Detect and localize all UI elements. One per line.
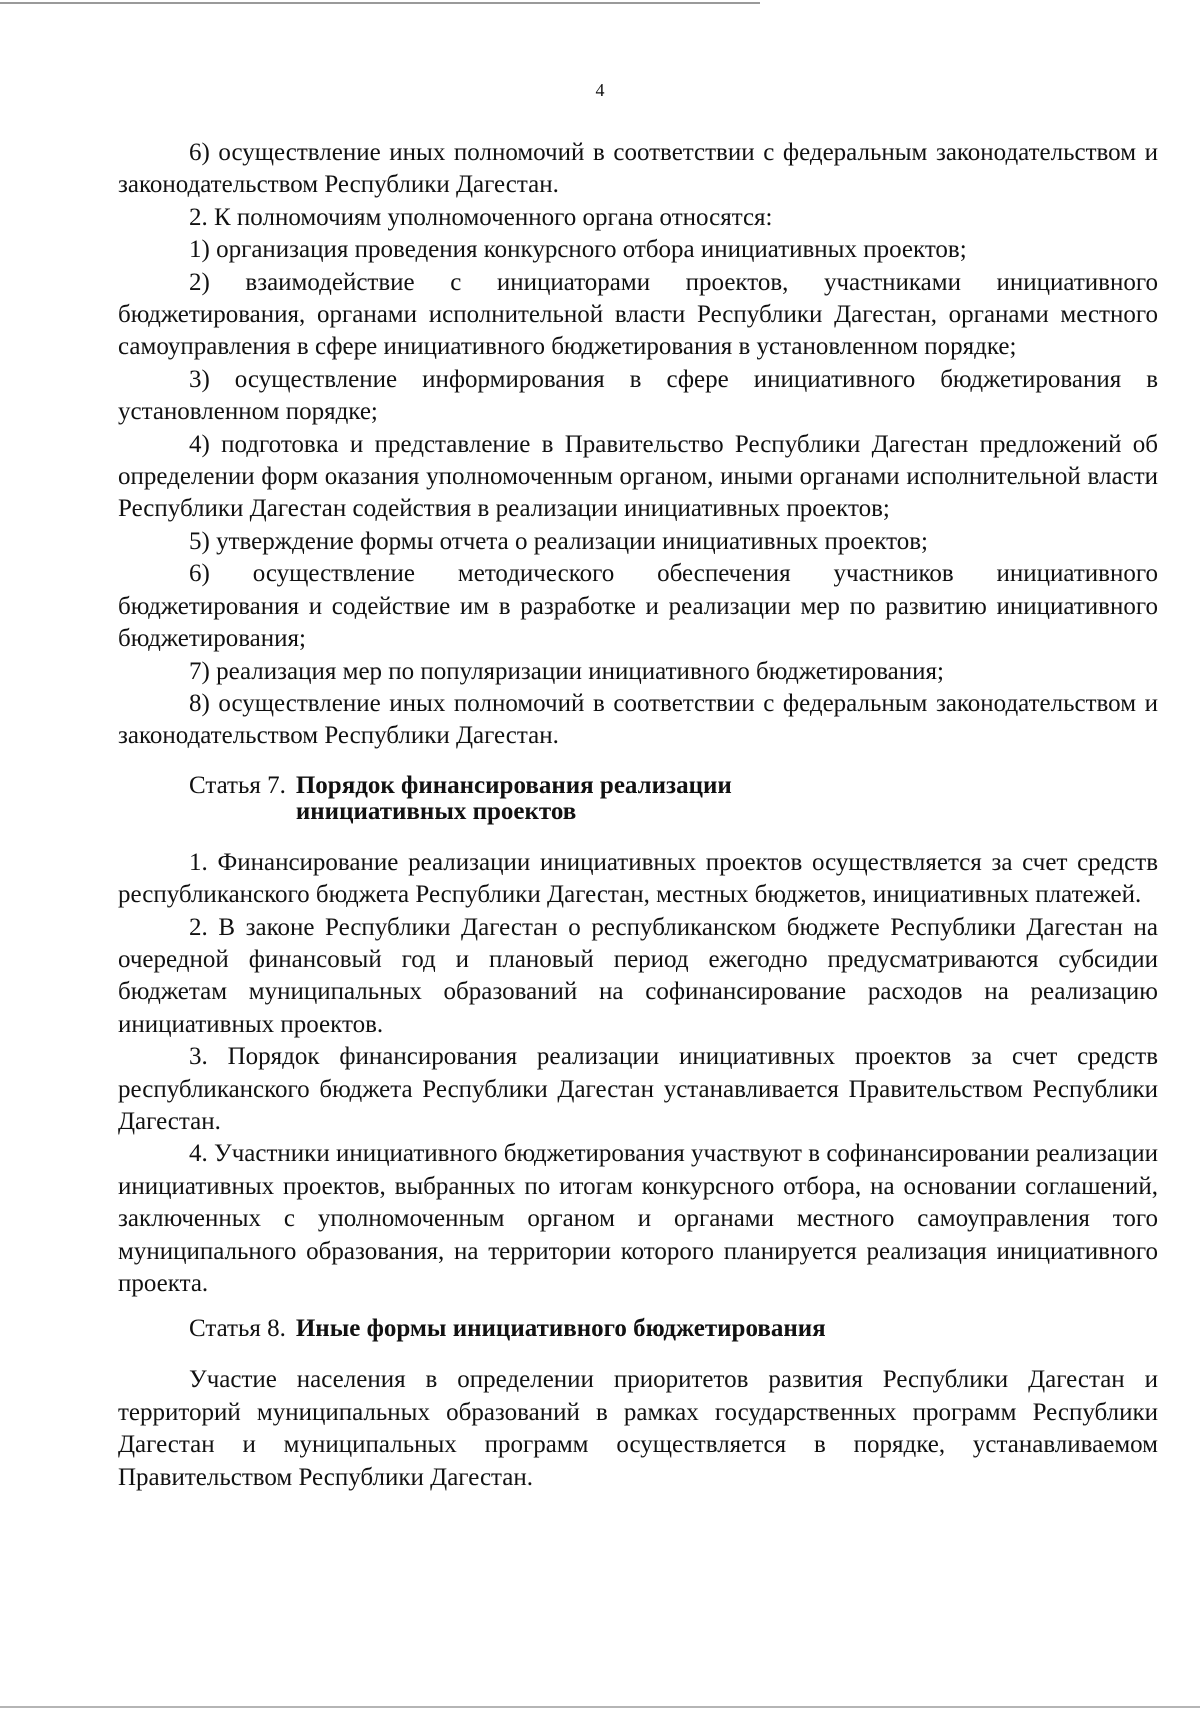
article-7-title: Порядок финансирования реализации инициативных проектов (295, 771, 732, 825)
paragraph: 1) организация проведения конкурсного отбора инициативных проектов; (189, 236, 967, 264)
paragraph: 7) реализация мер по популяризации инициативного бюджетирования; (189, 657, 944, 685)
article-7-heading (118, 773, 1158, 825)
paragraph: 3. Порядок финансирования реализации инициативных проектов за счет средств республиканского бюджета Республики Дагестан устанавливается Правительством Республики Дагестан. (118, 1043, 1158, 1135)
article-8-number: Статья 8. (189, 1315, 286, 1343)
paragraph: 5) утверждение формы отчета о реализации инициативных проектов; (189, 527, 928, 555)
scan-edge-bottom (0, 1706, 1200, 1708)
paragraph: 8) осуществление иных полномочий в соответствии с федеральным законодательством и законодательством Республики Дагестан. (118, 689, 1158, 750)
page-number: 4 (595, 80, 605, 100)
paragraph: 2) взаимодействие с инициаторами проектов, участниками инициативного бюджетирования, органами исполнительной власти Республики Дагестан, органами местного самоуправления в сфере инициативного бюджетирования в установленном порядке; (118, 268, 1158, 361)
document-body (118, 137, 1158, 1494)
paragraph: 6) осуществление методического обеспечения участников инициативного бюджетирования и содействие им в разработке и реализации мер по развитию инициативного бюджетирования; (118, 560, 1158, 653)
paragraph: 1. Финансирование реализации инициативных проектов осуществляется за счет средств республиканского бюджета Республики Дагестан, местных бюджетов, инициативных платежей. (118, 848, 1158, 909)
paragraph: Участие населения в определении приоритетов развития Республики Дагестан и территорий муниципальных образований в рамках государственных программ Республики Дагестан и муниципальных программ осуществляется в порядке, устанавливаемом Правительством Республики Дагестан. (118, 1366, 1158, 1491)
paragraph: 4. Участники инициативного бюджетирования участвуют в софинансировании реализации инициативных проектов, выбранных по итогам конкурсного отбора, на основании соглашений, заключенных с уполномоченным органом и органами местного самоуправления того муниципального образования, на территории которого планируется реализация инициативного проекта. (118, 1140, 1158, 1297)
article-8-heading (118, 1316, 1158, 1342)
paragraph: 6) осуществление иных полномочий в соответствии с федеральным законодательством и законодательством Республики Дагестан. (118, 139, 1158, 199)
article-7-number: Статья 7. (189, 771, 286, 799)
scan-edge-top (0, 2, 760, 4)
paragraph: 2. К полномочиям уполномоченного органа относятся: (189, 203, 773, 231)
paragraph: 4) подготовка и представление в Правительство Республики Дагестан предложений об определении форм оказания уполномоченным органом, иными органами исполнительной власти Республики Дагестан содействия в реализации инициативных проектов; (118, 430, 1158, 523)
paragraph: 3) осуществление информирования в сфере инициативного бюджетирования в установленном порядке; (118, 365, 1158, 426)
article-8-title: Иные формы инициативного бюджетирования (295, 1315, 826, 1343)
paragraph: 2. В законе Республики Дагестан о республиканском бюджете Республики Дагестан на очередной финансовый год и плановый период ежегодно предусматриваются субсидии бюджетам муниципальных образований на софинансирование расходов на реализацию инициативных проектов. (118, 913, 1158, 1038)
